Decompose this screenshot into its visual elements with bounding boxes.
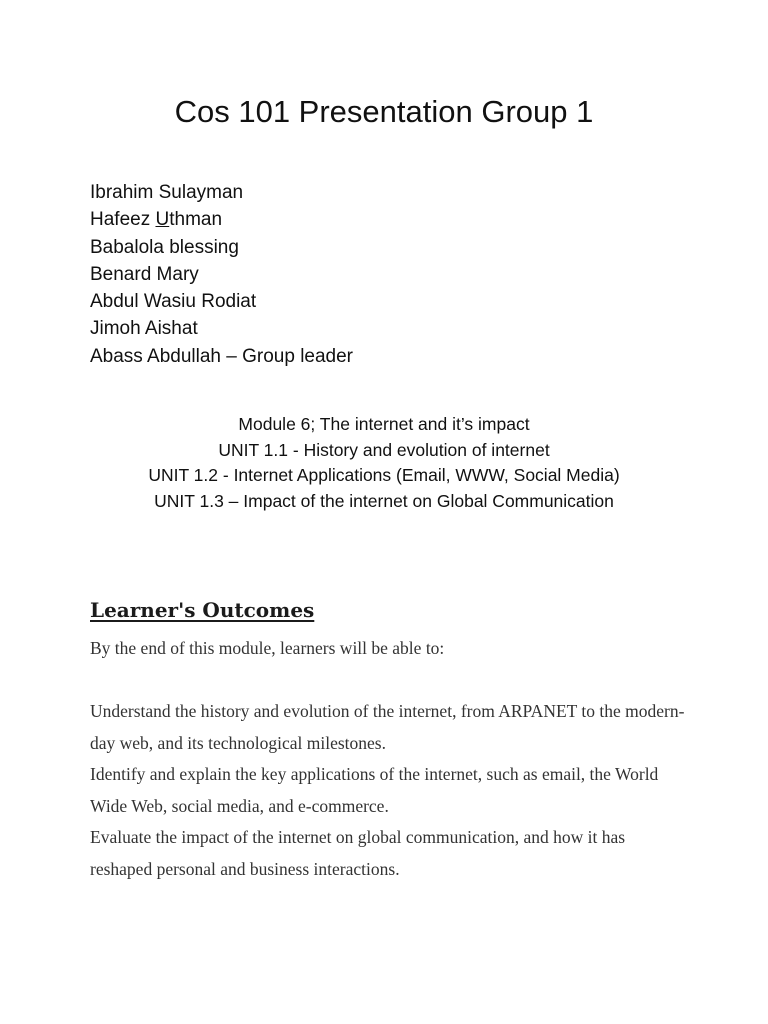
page-title: Cos 101 Presentation Group 1 bbox=[174, 94, 594, 129]
member-name: Ibrahim Sulayman bbox=[90, 182, 244, 203]
member-name: Benard Mary bbox=[90, 263, 199, 285]
member-name-part: Hafeez bbox=[90, 209, 156, 231]
member-name-underlined-part: U bbox=[155, 209, 170, 231]
outcomes-list bbox=[90, 696, 690, 886]
module-unit-list bbox=[0, 412, 768, 514]
unit-title: UNIT 1.3 – Impact of the internet on Global Communication bbox=[154, 490, 614, 511]
member-name-part: thman bbox=[169, 209, 223, 231]
member-name: Abass Abdullah – Group leader bbox=[90, 345, 354, 367]
module-title: Module 6; The internet and it’s impact bbox=[238, 414, 530, 434]
group-member-list bbox=[90, 179, 353, 370]
outcomes-intro: By the end of this module, learners will be able to: bbox=[90, 638, 445, 658]
member-name bbox=[90, 206, 353, 233]
member-name: Babalola blessing bbox=[90, 236, 239, 258]
member-name: Abdul Wasiu Rodiat bbox=[90, 291, 257, 313]
unit-title: UNIT 1.2 - Internet Applications (Email, WWW, Social Media) bbox=[148, 465, 620, 485]
outcome-item: Evaluate the impact of the internet on global communication, and how it has reshaped personal and business interactions. bbox=[90, 827, 626, 879]
outcome-item: Understand the history and evolution of the internet, from ARPANET to the modern-day web, and its technological milestones. bbox=[90, 701, 685, 753]
unit-title: UNIT 1.1 - History and evolution of internet bbox=[218, 439, 550, 460]
member-name: Jimoh Aishat bbox=[90, 318, 198, 340]
outcome-item: Identify and explain the key applications of the internet, such as email, the World Wide Web, social media, and e-commerce. bbox=[90, 764, 659, 816]
learners-outcomes-heading: Learner's Outcomes bbox=[90, 598, 315, 622]
